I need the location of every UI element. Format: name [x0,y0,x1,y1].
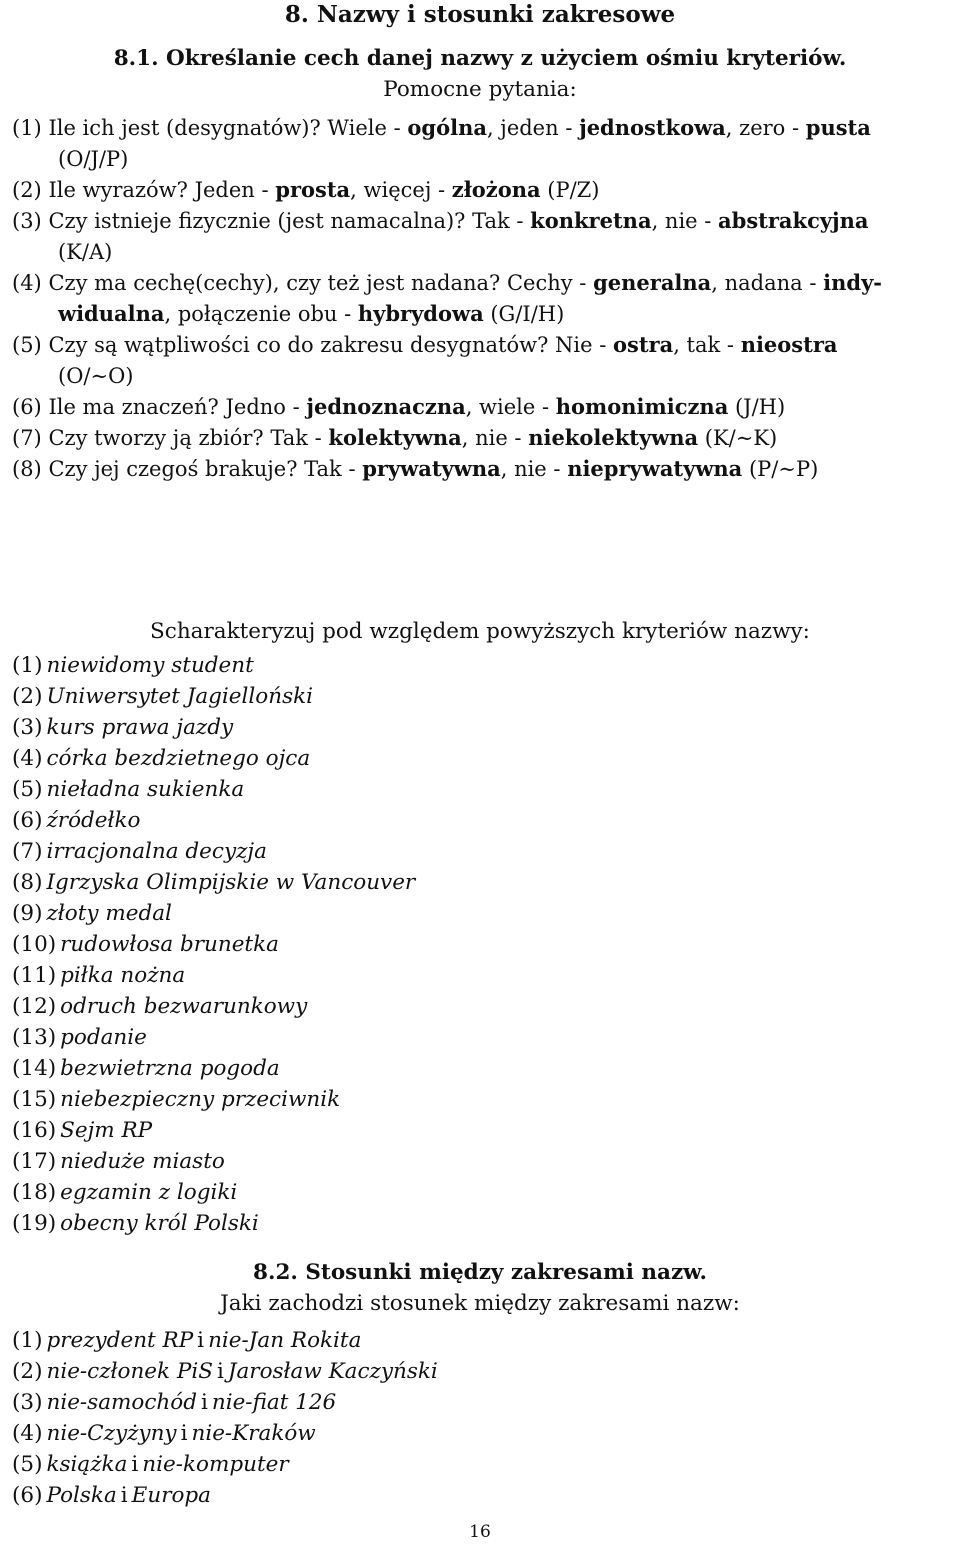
conjunction: i [120,1483,128,1508]
item-number: (16) [12,1118,57,1143]
item-number: (7) [12,426,42,450]
term-b: nie-Jan Rokita [208,1328,362,1353]
item-number: (1) [12,653,43,678]
list-item [12,806,140,836]
list-item [12,1178,237,1208]
item-text: rudowłosa brunetka [60,932,279,957]
criterion-question: Ile ma znaczeń? Jedno - [48,395,307,419]
term-b: nie-fiat 126 [211,1390,337,1415]
section-subtitle: Pomocne pytania: [383,77,577,102]
item-text: obecny król Polski [60,1211,259,1236]
item-number: (9) [12,901,43,926]
criterion-item: (2) Ile wyrazów? Jeden - prosta, więcej - złożona (P/Z) [12,177,600,202]
list-item [12,1054,280,1084]
item-number: (2) [12,178,42,202]
criterion-continuation: widualna, połączenie obu - hybrydowa (G/I/H) [58,301,565,326]
item-number: (4) [12,1421,43,1446]
item-number: (5) [12,1452,43,1477]
criterion-item: (6) Ile ma znaczeń? Jedno - jednoznaczna, wiele - homonimiczna (J/H) [12,394,786,419]
item-number: (6) [12,808,43,833]
item-text: Sejm RP [60,1118,153,1143]
list-item [12,682,313,712]
term-a: prezydent RP [46,1328,194,1353]
section-title: 8.1. Określanie cech danej nazwy z użyciem ośmiu kryteriów. [113,46,847,71]
item-text: nieładna sukienka [46,777,245,802]
criterion-code: (O/∼O) [58,364,134,388]
item-number: (5) [12,777,43,802]
relation-item [12,1357,438,1387]
item-number: (12) [12,994,57,1019]
item-number: (15) [12,1087,57,1112]
item-text: niebezpieczny przeciwnik [60,1087,341,1112]
item-text: źródełko [46,808,141,833]
list-item [12,868,415,898]
relation-item [12,1481,211,1511]
item-number: (3) [12,715,43,740]
item-text: córka bezdzietnego ojca [46,746,311,771]
item-text: podanie [60,1025,147,1050]
item-number: (19) [12,1211,57,1236]
item-text: kurs prawa jazdy [46,715,234,740]
term-a: nie-Czyżyny [46,1421,177,1446]
criterion-code: (O/J/P) [58,147,129,171]
item-text: irracjonalna decyzja [46,839,267,864]
criterion-question: Ile ich jest (desygnatów)? Wiele - [48,116,408,140]
page-number: 16 [469,1522,491,1542]
term-b: Jarosław Kaczyński [227,1359,438,1384]
item-text: nieduże miasto [60,1149,225,1174]
item-text: Uniwersytet Jagielloński [46,684,314,709]
criterion-item: (1) Ile ich jest (desygnatów)? Wiele - ogólna, jeden - jednostkowa, zero - pusta [12,115,871,140]
item-number: (14) [12,1056,57,1081]
section-instruction: Jaki zachodzi stosunek między zakresami nazw: [220,1291,740,1316]
list-item [12,992,307,1022]
exercise-instruction: Scharakteryzuj pod względem powyższych kryteriów nazwy: [150,619,810,644]
list-item [12,1209,259,1239]
item-text: odruch bezwarunkowy [60,994,308,1019]
list-item [12,775,244,805]
item-number: (2) [12,684,43,709]
conjunction: i [200,1390,208,1415]
item-number: (1) [12,116,42,140]
item-number: (4) [12,271,42,295]
item-number: (3) [12,1390,43,1415]
item-number: (2) [12,1359,43,1384]
list-item [12,1023,147,1053]
criterion-question: Ile wyrazów? Jeden - [48,178,276,202]
list-item [12,837,267,867]
item-number: (7) [12,839,43,864]
criterion-item: (3) Czy istnieje fizycznie (jest namacalna)? Tak - konkretna, nie - abstrakcyjna [12,208,869,233]
list-item [12,899,172,929]
conjunction: i [180,1421,188,1446]
item-number: (6) [12,1483,43,1508]
item-number: (13) [12,1025,57,1050]
term-a: nie-członek PiS [46,1359,213,1384]
relation-item [12,1419,316,1449]
item-number: (6) [12,395,42,419]
conjunction: i [131,1452,139,1477]
conjunction: i [197,1328,205,1353]
term-b: Europa [131,1483,212,1508]
item-text: Igrzyska Olimpijskie w Vancouver [46,870,416,895]
criterion-question: Czy ma cechę(cechy), czy też jest nadana? Cechy - [48,271,594,295]
item-number: (5) [12,333,42,357]
term-a: Polska [46,1483,117,1508]
relation-item [12,1388,336,1418]
term-b: nie-komputer [142,1452,289,1477]
criterion-question: Czy istnieje fizycznie (jest namacalna)? Tak - [48,209,531,233]
list-item [12,651,254,681]
item-text: niewidomy student [46,653,254,678]
relation-item [12,1326,361,1356]
list-item [12,1147,225,1177]
list-item [12,1116,152,1146]
criterion-item: (4) Czy ma cechę(cechy), czy też jest nadana? Cechy - generalna, nadana - indy- [12,270,882,295]
list-item [12,930,279,960]
item-number: (8) [12,870,43,895]
criterion-item: (5) Czy są wątpliwości co do zakresu desygnatów? Nie - ostra, tak - nieostra [12,332,838,357]
item-number: (17) [12,1149,57,1174]
criterion-question: Czy jej czegoś brakuje? Tak - [48,457,363,481]
term-b: nie-Kraków [191,1421,316,1446]
section-title: 8.2. Stosunki między zakresami nazw. [253,1260,707,1285]
item-text: egzamin z logiki [60,1180,238,1205]
item-text: złoty medal [46,901,172,926]
chapter-title: 8. Nazwy i stosunki zakresowe [284,1,676,28]
relation-item [12,1450,289,1480]
list-item [12,961,185,991]
item-number: (4) [12,746,43,771]
criterion-item: (8) Czy jej czegoś brakuje? Tak - prywatywna, nie - nieprywatywna (P/∼P) [12,456,819,481]
item-text: bezwietrzna pogoda [60,1056,280,1081]
list-item [12,1085,340,1115]
item-number: (11) [12,963,57,988]
criterion-question: Czy są wątpliwości co do zakresu desygnatów? Nie - [48,333,613,357]
term-a: nie-samochód [46,1390,197,1415]
criterion-question: Czy tworzy ją zbiór? Tak - [48,426,329,450]
item-number: (1) [12,1328,43,1353]
item-number: (3) [12,209,42,233]
item-number: (18) [12,1180,57,1205]
criterion-item: (7) Czy tworzy ją zbiór? Tak - kolektywna, nie - niekolektywna (K/∼K) [12,425,778,450]
conjunction: i [216,1359,224,1384]
item-number: (10) [12,932,57,957]
list-item [12,713,233,743]
criterion-code: (K/A) [58,240,113,264]
item-number: (8) [12,457,42,481]
term-a: książka [46,1452,128,1477]
item-text: piłka nożna [60,963,186,988]
list-item [12,744,310,774]
